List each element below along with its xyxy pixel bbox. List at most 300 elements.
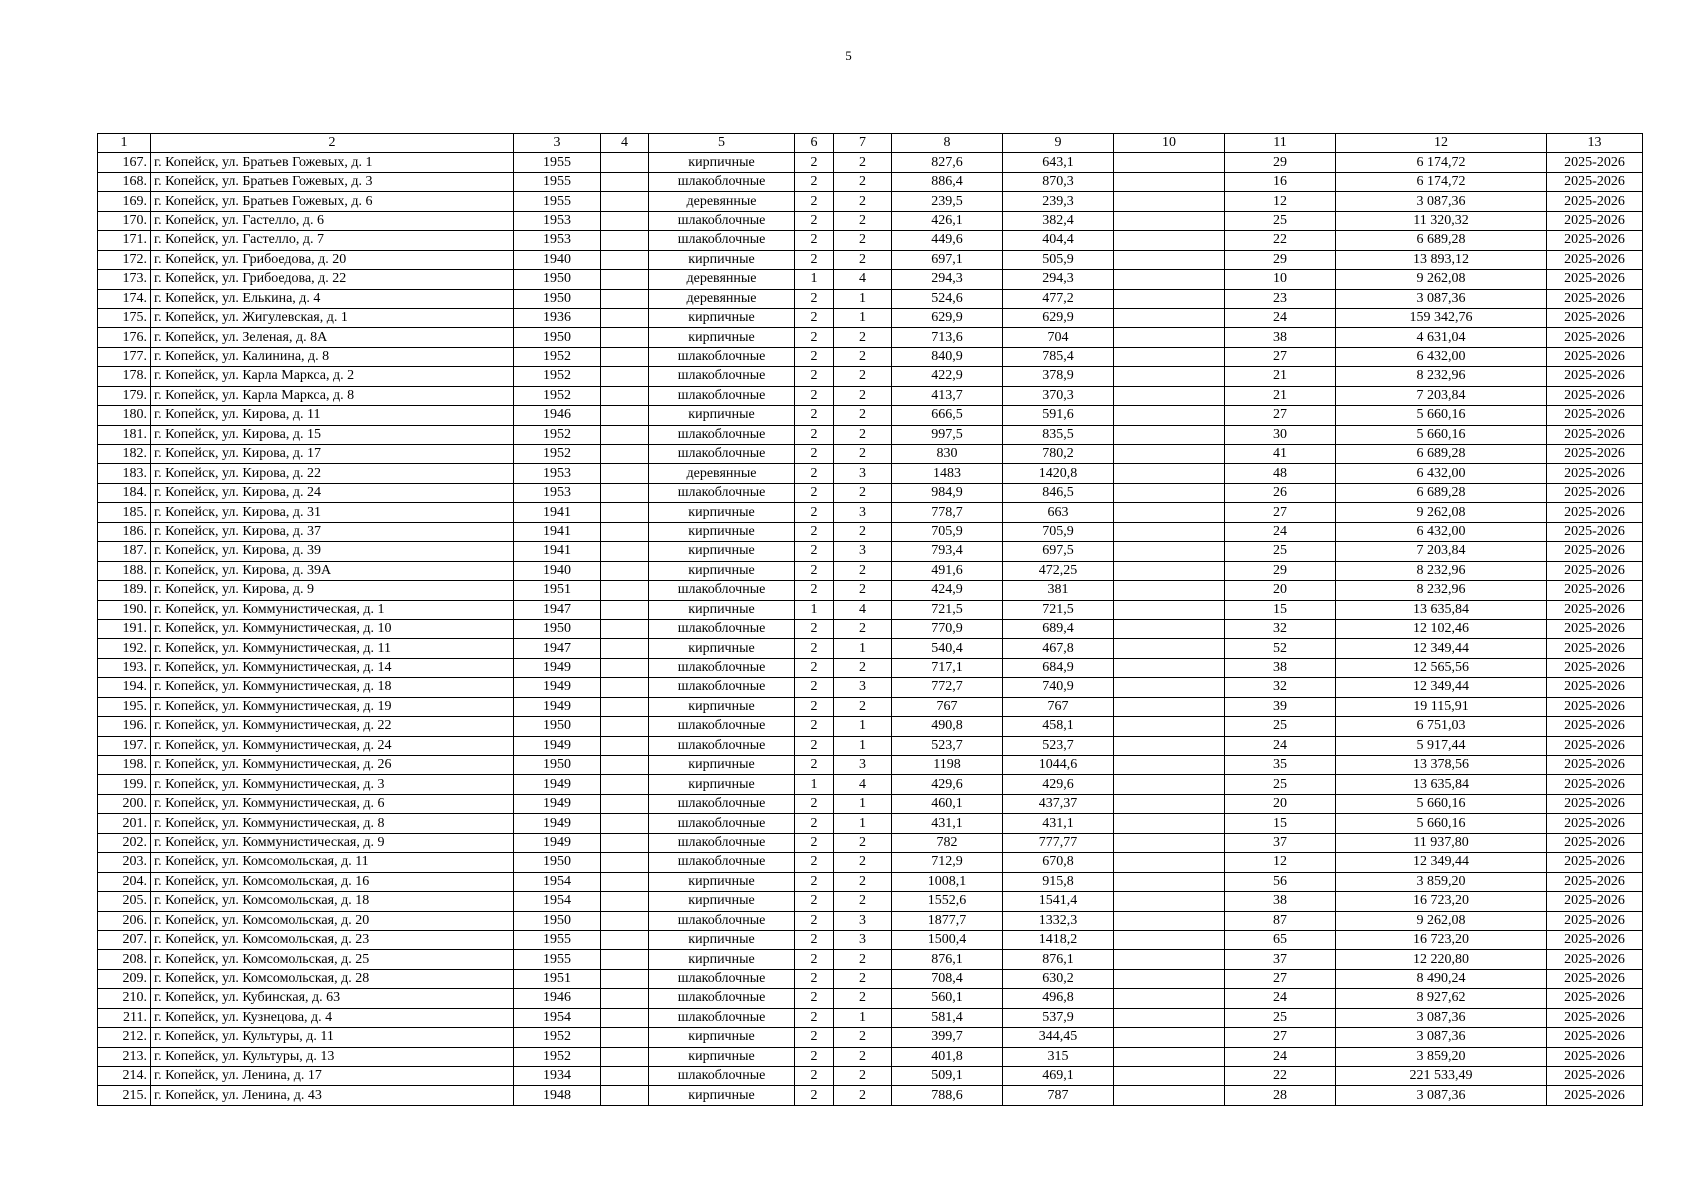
year-built-cell: 1950	[514, 911, 601, 930]
col-10-cell	[1114, 989, 1225, 1008]
floors-cell: 2	[795, 697, 834, 716]
total-area-cell: 449,6	[892, 231, 1003, 250]
residents-cell: 20	[1225, 794, 1336, 813]
cost-cell: 12 102,46	[1336, 619, 1547, 638]
wall-material-cell: кирпичные	[649, 542, 795, 561]
entrances-cell: 2	[834, 425, 892, 444]
address-cell: г. Копейск, ул. Кузнецова, д. 4	[151, 1008, 514, 1027]
living-area-cell: 1044,6	[1003, 756, 1114, 775]
living-area-cell: 846,5	[1003, 483, 1114, 502]
col-10-cell	[1114, 445, 1225, 464]
col-4-cell	[601, 756, 649, 775]
address-cell: г. Копейск, ул. Комсомольская, д. 16	[151, 872, 514, 891]
year-built-cell: 1947	[514, 600, 601, 619]
col-4-cell	[601, 211, 649, 230]
column-header-12: 12	[1336, 134, 1547, 153]
cost-cell: 3 087,36	[1336, 289, 1547, 308]
col-4-cell	[601, 911, 649, 930]
total-area-cell: 788,6	[892, 1086, 1003, 1105]
row-number-cell: 200.	[98, 794, 151, 813]
residents-cell: 27	[1225, 969, 1336, 988]
col-10-cell	[1114, 270, 1225, 289]
entrances-cell: 2	[834, 581, 892, 600]
entrances-cell: 2	[834, 153, 892, 172]
total-area-cell: 767	[892, 697, 1003, 716]
period-cell: 2025-2026	[1547, 892, 1643, 911]
year-built-cell: 1950	[514, 756, 601, 775]
table-row	[98, 561, 1643, 580]
entrances-cell: 3	[834, 911, 892, 930]
col-10-cell	[1114, 386, 1225, 405]
total-area-cell: 721,5	[892, 600, 1003, 619]
entrances-cell: 1	[834, 289, 892, 308]
living-area-cell: 294,3	[1003, 270, 1114, 289]
floors-cell: 2	[795, 231, 834, 250]
row-number-cell: 202.	[98, 833, 151, 852]
col-4-cell	[601, 1008, 649, 1027]
residents-cell: 39	[1225, 697, 1336, 716]
wall-material-cell: шлакоблочные	[649, 736, 795, 755]
wall-material-cell: шлакоблочные	[649, 211, 795, 230]
period-cell: 2025-2026	[1547, 561, 1643, 580]
period-cell: 2025-2026	[1547, 522, 1643, 541]
col-4-cell	[601, 347, 649, 366]
table-row	[98, 775, 1643, 794]
col-10-cell	[1114, 1028, 1225, 1047]
table-row	[98, 814, 1643, 833]
year-built-cell: 1941	[514, 522, 601, 541]
residents-cell: 38	[1225, 328, 1336, 347]
row-number-cell: 196.	[98, 717, 151, 736]
living-area-cell: 239,3	[1003, 192, 1114, 211]
cost-cell: 13 378,56	[1336, 756, 1547, 775]
cost-cell: 16 723,20	[1336, 930, 1547, 949]
residents-cell: 27	[1225, 347, 1336, 366]
entrances-cell: 2	[834, 386, 892, 405]
col-4-cell	[601, 1028, 649, 1047]
entrances-cell: 2	[834, 192, 892, 211]
col-4-cell	[601, 289, 649, 308]
residents-cell: 24	[1225, 308, 1336, 327]
living-area-cell: 370,3	[1003, 386, 1114, 405]
living-area-cell: 663	[1003, 503, 1114, 522]
col-4-cell	[601, 658, 649, 677]
cost-cell: 8 232,96	[1336, 367, 1547, 386]
living-area-cell: 429,6	[1003, 775, 1114, 794]
living-area-cell: 382,4	[1003, 211, 1114, 230]
row-number-cell: 173.	[98, 270, 151, 289]
entrances-cell: 2	[834, 250, 892, 269]
table-row	[98, 872, 1643, 891]
wall-material-cell: кирпичные	[649, 930, 795, 949]
col-10-cell	[1114, 697, 1225, 716]
table-row	[98, 522, 1643, 541]
entrances-cell: 2	[834, 406, 892, 425]
living-area-cell: 704	[1003, 328, 1114, 347]
cost-cell: 9 262,08	[1336, 270, 1547, 289]
total-area-cell: 524,6	[892, 289, 1003, 308]
period-cell: 2025-2026	[1547, 697, 1643, 716]
col-4-cell	[601, 270, 649, 289]
total-area-cell: 429,6	[892, 775, 1003, 794]
col-4-cell	[601, 464, 649, 483]
year-built-cell: 1952	[514, 347, 601, 366]
period-cell: 2025-2026	[1547, 192, 1643, 211]
col-10-cell	[1114, 1047, 1225, 1066]
floors-cell: 2	[795, 658, 834, 677]
living-area-cell: 469,1	[1003, 1067, 1114, 1086]
row-number-cell: 179.	[98, 386, 151, 405]
floors-cell: 2	[795, 581, 834, 600]
living-area-cell: 381	[1003, 581, 1114, 600]
address-cell: г. Копейск, ул. Комсомольская, д. 18	[151, 892, 514, 911]
col-4-cell	[601, 619, 649, 638]
entrances-cell: 2	[834, 697, 892, 716]
year-built-cell: 1955	[514, 950, 601, 969]
total-area-cell: 666,5	[892, 406, 1003, 425]
period-cell: 2025-2026	[1547, 172, 1643, 191]
row-number-cell: 171.	[98, 231, 151, 250]
cost-cell: 221 533,49	[1336, 1067, 1547, 1086]
row-number-cell: 189.	[98, 581, 151, 600]
residents-cell: 29	[1225, 250, 1336, 269]
col-4-cell	[601, 1086, 649, 1105]
row-number-cell: 192.	[98, 639, 151, 658]
col-10-cell	[1114, 717, 1225, 736]
wall-material-cell: шлакоблочные	[649, 172, 795, 191]
total-area-cell: 1198	[892, 756, 1003, 775]
cost-cell: 6 174,72	[1336, 172, 1547, 191]
table-row	[98, 678, 1643, 697]
table-row	[98, 1067, 1643, 1086]
residents-cell: 38	[1225, 892, 1336, 911]
total-area-cell: 560,1	[892, 989, 1003, 1008]
residents-cell: 10	[1225, 270, 1336, 289]
col-10-cell	[1114, 678, 1225, 697]
row-number-cell: 183.	[98, 464, 151, 483]
living-area-cell: 505,9	[1003, 250, 1114, 269]
cost-cell: 9 262,08	[1336, 911, 1547, 930]
residents-cell: 23	[1225, 289, 1336, 308]
period-cell: 2025-2026	[1547, 736, 1643, 755]
period-cell: 2025-2026	[1547, 425, 1643, 444]
living-area-cell: 705,9	[1003, 522, 1114, 541]
col-4-cell	[601, 600, 649, 619]
period-cell: 2025-2026	[1547, 619, 1643, 638]
residents-cell: 24	[1225, 736, 1336, 755]
table-row	[98, 833, 1643, 852]
table-row	[98, 464, 1643, 483]
address-cell: г. Копейск, ул. Кирова, д. 22	[151, 464, 514, 483]
period-cell: 2025-2026	[1547, 542, 1643, 561]
year-built-cell: 1949	[514, 736, 601, 755]
entrances-cell: 2	[834, 211, 892, 230]
address-cell: г. Копейск, ул. Карла Маркса, д. 2	[151, 367, 514, 386]
col-10-cell	[1114, 1008, 1225, 1027]
col-4-cell	[601, 503, 649, 522]
address-cell: г. Копейск, ул. Кубинская, д. 63	[151, 989, 514, 1008]
year-built-cell: 1952	[514, 1047, 601, 1066]
cost-cell: 5 660,16	[1336, 406, 1547, 425]
period-cell: 2025-2026	[1547, 250, 1643, 269]
entrances-cell: 2	[834, 522, 892, 541]
period-cell: 2025-2026	[1547, 308, 1643, 327]
col-4-cell	[601, 892, 649, 911]
table-header	[98, 134, 1643, 153]
year-built-cell: 1952	[514, 367, 601, 386]
address-cell: г. Копейск, ул. Кирова, д. 15	[151, 425, 514, 444]
row-number-cell: 214.	[98, 1067, 151, 1086]
row-number-cell: 177.	[98, 347, 151, 366]
wall-material-cell: шлакоблочные	[649, 658, 795, 677]
address-cell: г. Копейск, ул. Коммунистическая, д. 8	[151, 814, 514, 833]
period-cell: 2025-2026	[1547, 231, 1643, 250]
address-cell: г. Копейск, ул. Коммунистическая, д. 14	[151, 658, 514, 677]
table-row	[98, 347, 1643, 366]
entrances-cell: 3	[834, 542, 892, 561]
address-cell: г. Копейск, ул. Кирова, д. 17	[151, 445, 514, 464]
residents-cell: 15	[1225, 600, 1336, 619]
floors-cell: 1	[795, 600, 834, 619]
wall-material-cell: шлакоблочные	[649, 814, 795, 833]
col-4-cell	[601, 522, 649, 541]
entrances-cell: 4	[834, 270, 892, 289]
living-area-cell: 1418,2	[1003, 930, 1114, 949]
wall-material-cell: кирпичные	[649, 250, 795, 269]
col-10-cell	[1114, 231, 1225, 250]
cost-cell: 3 859,20	[1336, 1047, 1547, 1066]
residents-cell: 32	[1225, 678, 1336, 697]
residents-cell: 29	[1225, 153, 1336, 172]
col-4-cell	[601, 930, 649, 949]
total-area-cell: 424,9	[892, 581, 1003, 600]
cost-cell: 12 565,56	[1336, 658, 1547, 677]
col-4-cell	[601, 853, 649, 872]
wall-material-cell: кирпичные	[649, 1028, 795, 1047]
address-cell: г. Копейск, ул. Кирова, д. 39А	[151, 561, 514, 580]
year-built-cell: 1947	[514, 639, 601, 658]
total-area-cell: 717,1	[892, 658, 1003, 677]
table-row	[98, 386, 1643, 405]
living-area-cell: 767	[1003, 697, 1114, 716]
table-row	[98, 581, 1643, 600]
col-4-cell	[601, 231, 649, 250]
row-number-cell: 201.	[98, 814, 151, 833]
total-area-cell: 294,3	[892, 270, 1003, 289]
living-area-cell: 915,8	[1003, 872, 1114, 891]
cost-cell: 5 917,44	[1336, 736, 1547, 755]
entrances-cell: 3	[834, 678, 892, 697]
cost-cell: 5 660,16	[1336, 814, 1547, 833]
row-number-cell: 210.	[98, 989, 151, 1008]
address-cell: г. Копейск, ул. Жигулевская, д. 1	[151, 308, 514, 327]
total-area-cell: 984,9	[892, 483, 1003, 502]
year-built-cell: 1949	[514, 833, 601, 852]
table-row	[98, 794, 1643, 813]
year-built-cell: 1950	[514, 270, 601, 289]
address-cell: г. Копейск, ул. Культуры, д. 11	[151, 1028, 514, 1047]
entrances-cell: 3	[834, 756, 892, 775]
floors-cell: 2	[795, 1086, 834, 1105]
entrances-cell: 1	[834, 1008, 892, 1027]
wall-material-cell: кирпичные	[649, 639, 795, 658]
living-area-cell: 1541,4	[1003, 892, 1114, 911]
total-area-cell: 1552,6	[892, 892, 1003, 911]
row-number-cell: 213.	[98, 1047, 151, 1066]
col-10-cell	[1114, 308, 1225, 327]
entrances-cell: 2	[834, 969, 892, 988]
column-header-3: 3	[514, 134, 601, 153]
period-cell: 2025-2026	[1547, 1047, 1643, 1066]
col-4-cell	[601, 483, 649, 502]
residents-cell: 25	[1225, 775, 1336, 794]
entrances-cell: 2	[834, 1047, 892, 1066]
living-area-cell: 643,1	[1003, 153, 1114, 172]
col-10-cell	[1114, 347, 1225, 366]
col-4-cell	[601, 678, 649, 697]
residents-cell: 22	[1225, 231, 1336, 250]
floors-cell: 2	[795, 250, 834, 269]
table-row	[98, 172, 1643, 191]
floors-cell: 2	[795, 794, 834, 813]
year-built-cell: 1952	[514, 445, 601, 464]
col-4-cell	[601, 192, 649, 211]
entrances-cell: 2	[834, 658, 892, 677]
row-number-cell: 186.	[98, 522, 151, 541]
row-number-cell: 207.	[98, 930, 151, 949]
page-number: 5	[845, 48, 852, 63]
year-built-cell: 1941	[514, 542, 601, 561]
cost-cell: 8 232,96	[1336, 561, 1547, 580]
entrances-cell: 3	[834, 503, 892, 522]
cost-cell: 8 490,24	[1336, 969, 1547, 988]
row-number-cell: 180.	[98, 406, 151, 425]
residents-cell: 30	[1225, 425, 1336, 444]
entrances-cell: 2	[834, 892, 892, 911]
table-row	[98, 969, 1643, 988]
year-built-cell: 1950	[514, 619, 601, 638]
entrances-cell: 2	[834, 1067, 892, 1086]
floors-cell: 2	[795, 1067, 834, 1086]
entrances-cell: 2	[834, 619, 892, 638]
cost-cell: 3 087,36	[1336, 1028, 1547, 1047]
year-built-cell: 1955	[514, 153, 601, 172]
row-number-cell: 212.	[98, 1028, 151, 1047]
column-header-11: 11	[1225, 134, 1336, 153]
column-header-6: 6	[795, 134, 834, 153]
address-cell: г. Копейск, ул. Кирова, д. 37	[151, 522, 514, 541]
table-row	[98, 1028, 1643, 1047]
wall-material-cell: кирпичные	[649, 892, 795, 911]
floors-cell: 2	[795, 911, 834, 930]
floors-cell: 2	[795, 347, 834, 366]
table-row	[98, 367, 1643, 386]
address-cell: г. Копейск, ул. Кирова, д. 24	[151, 483, 514, 502]
cost-cell: 8 927,62	[1336, 989, 1547, 1008]
row-number-cell: 172.	[98, 250, 151, 269]
floors-cell: 2	[795, 1008, 834, 1027]
residents-cell: 65	[1225, 930, 1336, 949]
floors-cell: 2	[795, 386, 834, 405]
table-body	[98, 153, 1643, 1105]
address-cell: г. Копейск, ул. Кирова, д. 9	[151, 581, 514, 600]
cost-cell: 6 174,72	[1336, 153, 1547, 172]
year-built-cell: 1950	[514, 289, 601, 308]
table-row	[98, 270, 1643, 289]
col-10-cell	[1114, 483, 1225, 502]
residents-cell: 56	[1225, 872, 1336, 891]
wall-material-cell: шлакоблочные	[649, 678, 795, 697]
living-area-cell: 437,37	[1003, 794, 1114, 813]
wall-material-cell: кирпичные	[649, 1047, 795, 1066]
entrances-cell: 3	[834, 930, 892, 949]
floors-cell: 2	[795, 328, 834, 347]
col-10-cell	[1114, 639, 1225, 658]
floors-cell: 2	[795, 678, 834, 697]
table-row	[98, 1047, 1643, 1066]
header-row	[98, 134, 1643, 153]
col-10-cell	[1114, 872, 1225, 891]
cost-cell: 6 689,28	[1336, 483, 1547, 502]
column-header-1: 1	[98, 134, 151, 153]
row-number-cell: 170.	[98, 211, 151, 230]
period-cell: 2025-2026	[1547, 989, 1643, 1008]
address-cell: г. Копейск, ул. Комсомольская, д. 11	[151, 853, 514, 872]
col-4-cell	[601, 639, 649, 658]
living-area-cell: 629,9	[1003, 308, 1114, 327]
column-header-9: 9	[1003, 134, 1114, 153]
total-area-cell: 705,9	[892, 522, 1003, 541]
col-10-cell	[1114, 619, 1225, 638]
floors-cell: 2	[795, 425, 834, 444]
wall-material-cell: шлакоблочные	[649, 911, 795, 930]
entrances-cell: 2	[834, 328, 892, 347]
residents-cell: 32	[1225, 619, 1336, 638]
residents-cell: 12	[1225, 853, 1336, 872]
total-area-cell: 1877,7	[892, 911, 1003, 930]
wall-material-cell: шлакоблочные	[649, 1067, 795, 1086]
total-area-cell: 523,7	[892, 736, 1003, 755]
period-cell: 2025-2026	[1547, 930, 1643, 949]
cost-cell: 3 087,36	[1336, 1008, 1547, 1027]
address-cell: г. Копейск, ул. Комсомольская, д. 25	[151, 950, 514, 969]
col-10-cell	[1114, 853, 1225, 872]
residents-cell: 27	[1225, 1028, 1336, 1047]
col-10-cell	[1114, 969, 1225, 988]
residents-cell: 87	[1225, 911, 1336, 930]
table-row	[98, 308, 1643, 327]
residents-cell: 27	[1225, 406, 1336, 425]
period-cell: 2025-2026	[1547, 814, 1643, 833]
wall-material-cell: шлакоблочные	[649, 969, 795, 988]
period-cell: 2025-2026	[1547, 347, 1643, 366]
table-row	[98, 736, 1643, 755]
col-10-cell	[1114, 950, 1225, 969]
address-cell: г. Копейск, ул. Коммунистическая, д. 10	[151, 619, 514, 638]
table-row	[98, 328, 1643, 347]
residents-cell: 25	[1225, 542, 1336, 561]
row-number-cell: 187.	[98, 542, 151, 561]
wall-material-cell: шлакоблочные	[649, 853, 795, 872]
entrances-cell: 4	[834, 600, 892, 619]
year-built-cell: 1946	[514, 406, 601, 425]
row-number-cell: 182.	[98, 445, 151, 464]
column-header-5: 5	[649, 134, 795, 153]
residents-cell: 28	[1225, 1086, 1336, 1105]
address-cell: г. Копейск, ул. Карла Маркса, д. 8	[151, 386, 514, 405]
address-cell: г. Копейск, ул. Братьев Гожевых, д. 6	[151, 192, 514, 211]
residents-cell: 29	[1225, 561, 1336, 580]
